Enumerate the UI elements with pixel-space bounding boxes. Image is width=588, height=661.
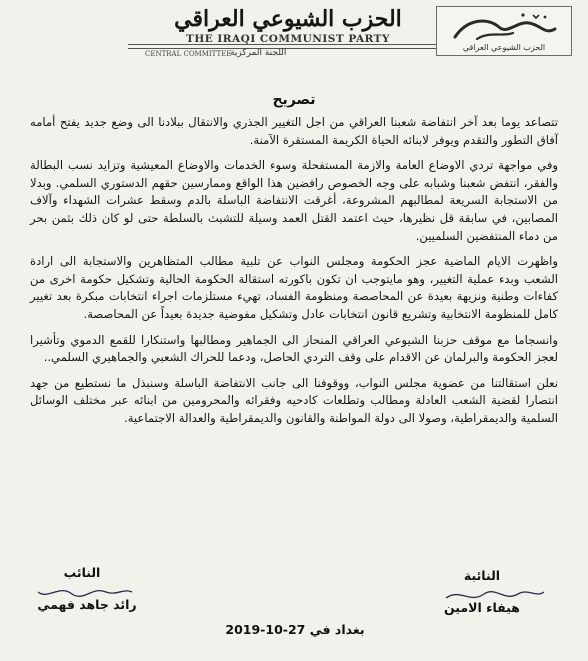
paragraph: نعلن استقالتنا من عضوية مجلس النواب، ووقوفنا الى جانب الانتفاضة الباسلة وسنبذل ما نستطيع من جهد انتصارا لقضية الشعب العادلة ومطالب وتطلعات كادحيه وفقرائه والمحرومين من ابنائه عبر مختلف الوسائل السلمية والديمقراطية، وصولا الى دولة المواطنة والقانون والديمقراطية والعدالة الاجتماعية. — [30, 375, 558, 425]
party-logo — [436, 6, 572, 56]
committee-english: CENTRAL COMMITTEE — [145, 50, 232, 58]
party-name-arabic: الحزب الشيوعي العراقي — [174, 6, 402, 32]
paragraph: وفي مواجهة تردي الاوضاع العامة والازمة المستفحلة وسوء الخدمات والاوضاع المعيشية وتزايد نسب البطالة والفقر، انتفض شعبنا وشبابه على وجه الخصوص رافضين هذا الواقع وممارسين حقهم الدستوري السلمي. وبدلا من الاستجابة السريعة لمطالبهم المشروعة، أغرقت الانتفاضة الباسلة بالدم وسقط عشرات الشهداء وآلاف المصابين، في سابقة قل نظيرها، حيث اعتمد القتل العمد وسيلة للتشبث بالسلطة حتى لو كان ذلك بثمن بحر من دماء المنتفضين السلميين. — [30, 158, 558, 243]
signatory-right-title: النائبة — [463, 568, 501, 583]
logo-caption: الحزب الشيوعي العراقي — [462, 43, 546, 52]
signatory-right-name: هيفاء الامين — [444, 600, 520, 615]
paragraph: واظهرت الايام الماضية عجز الحكومة ومجلس النواب عن تلبية مطالب المتظاهرين والاستجابة الى ارادة الشعب وبدء عملية التغيير، وهو مايتوجب ان تكون باكورته استقالة الحكومة الحالية وتشكيل حكومة اخرى من كفاءات وطنية ونزيهة بعيدة عن المحاصصة ومنظومة الفساد، تهيء مستلزمات اجراء انتخابات مبكرة بعد تغيير كامل للمنظومة الانتخابية وتشريع قانون انتخابات عادل وتشكيل مفوضية جديدة بعيداً عن المحاصصة. — [30, 254, 558, 321]
party-name-english: THE IRAQI COMMUNIST PARTY — [186, 33, 390, 45]
letterhead — [0, 0, 588, 62]
signatory-left-name: رائد جاهد فهمي — [37, 597, 137, 612]
statement-body — [30, 114, 558, 436]
paragraph: وانسجاما مع موقف حزبنا الشيوعي العراقي المنحاز الى الجماهير ومطالبها واستنكارا للقمع الدموي وتأشيرا لعجز الحكومة والبرلمان عن الاقدام على وقف التردي الحاصل، ودعما للحراك الشعبي والجماهيري السلمي.. — [30, 332, 558, 365]
paragraph: تتصاعد يوما بعد آخر انتفاضة شعبنا العراقي من اجل التغيير الجذري والانتقال ببلادنا الى وضع جديد يفتح أمامه آفاق التطور والتقدم ويوفر لابنائه الحياة الكريمة المستقرة الآمنة. — [30, 115, 558, 147]
document-date: بغداد في 27-10-2019 — [225, 622, 365, 637]
header-rule-bottom — [128, 48, 458, 49]
committee-arabic: اللجنة المركزية — [230, 48, 287, 58]
signatory-left-title: النائب — [63, 565, 101, 580]
statement-title: تصريح — [272, 92, 316, 108]
